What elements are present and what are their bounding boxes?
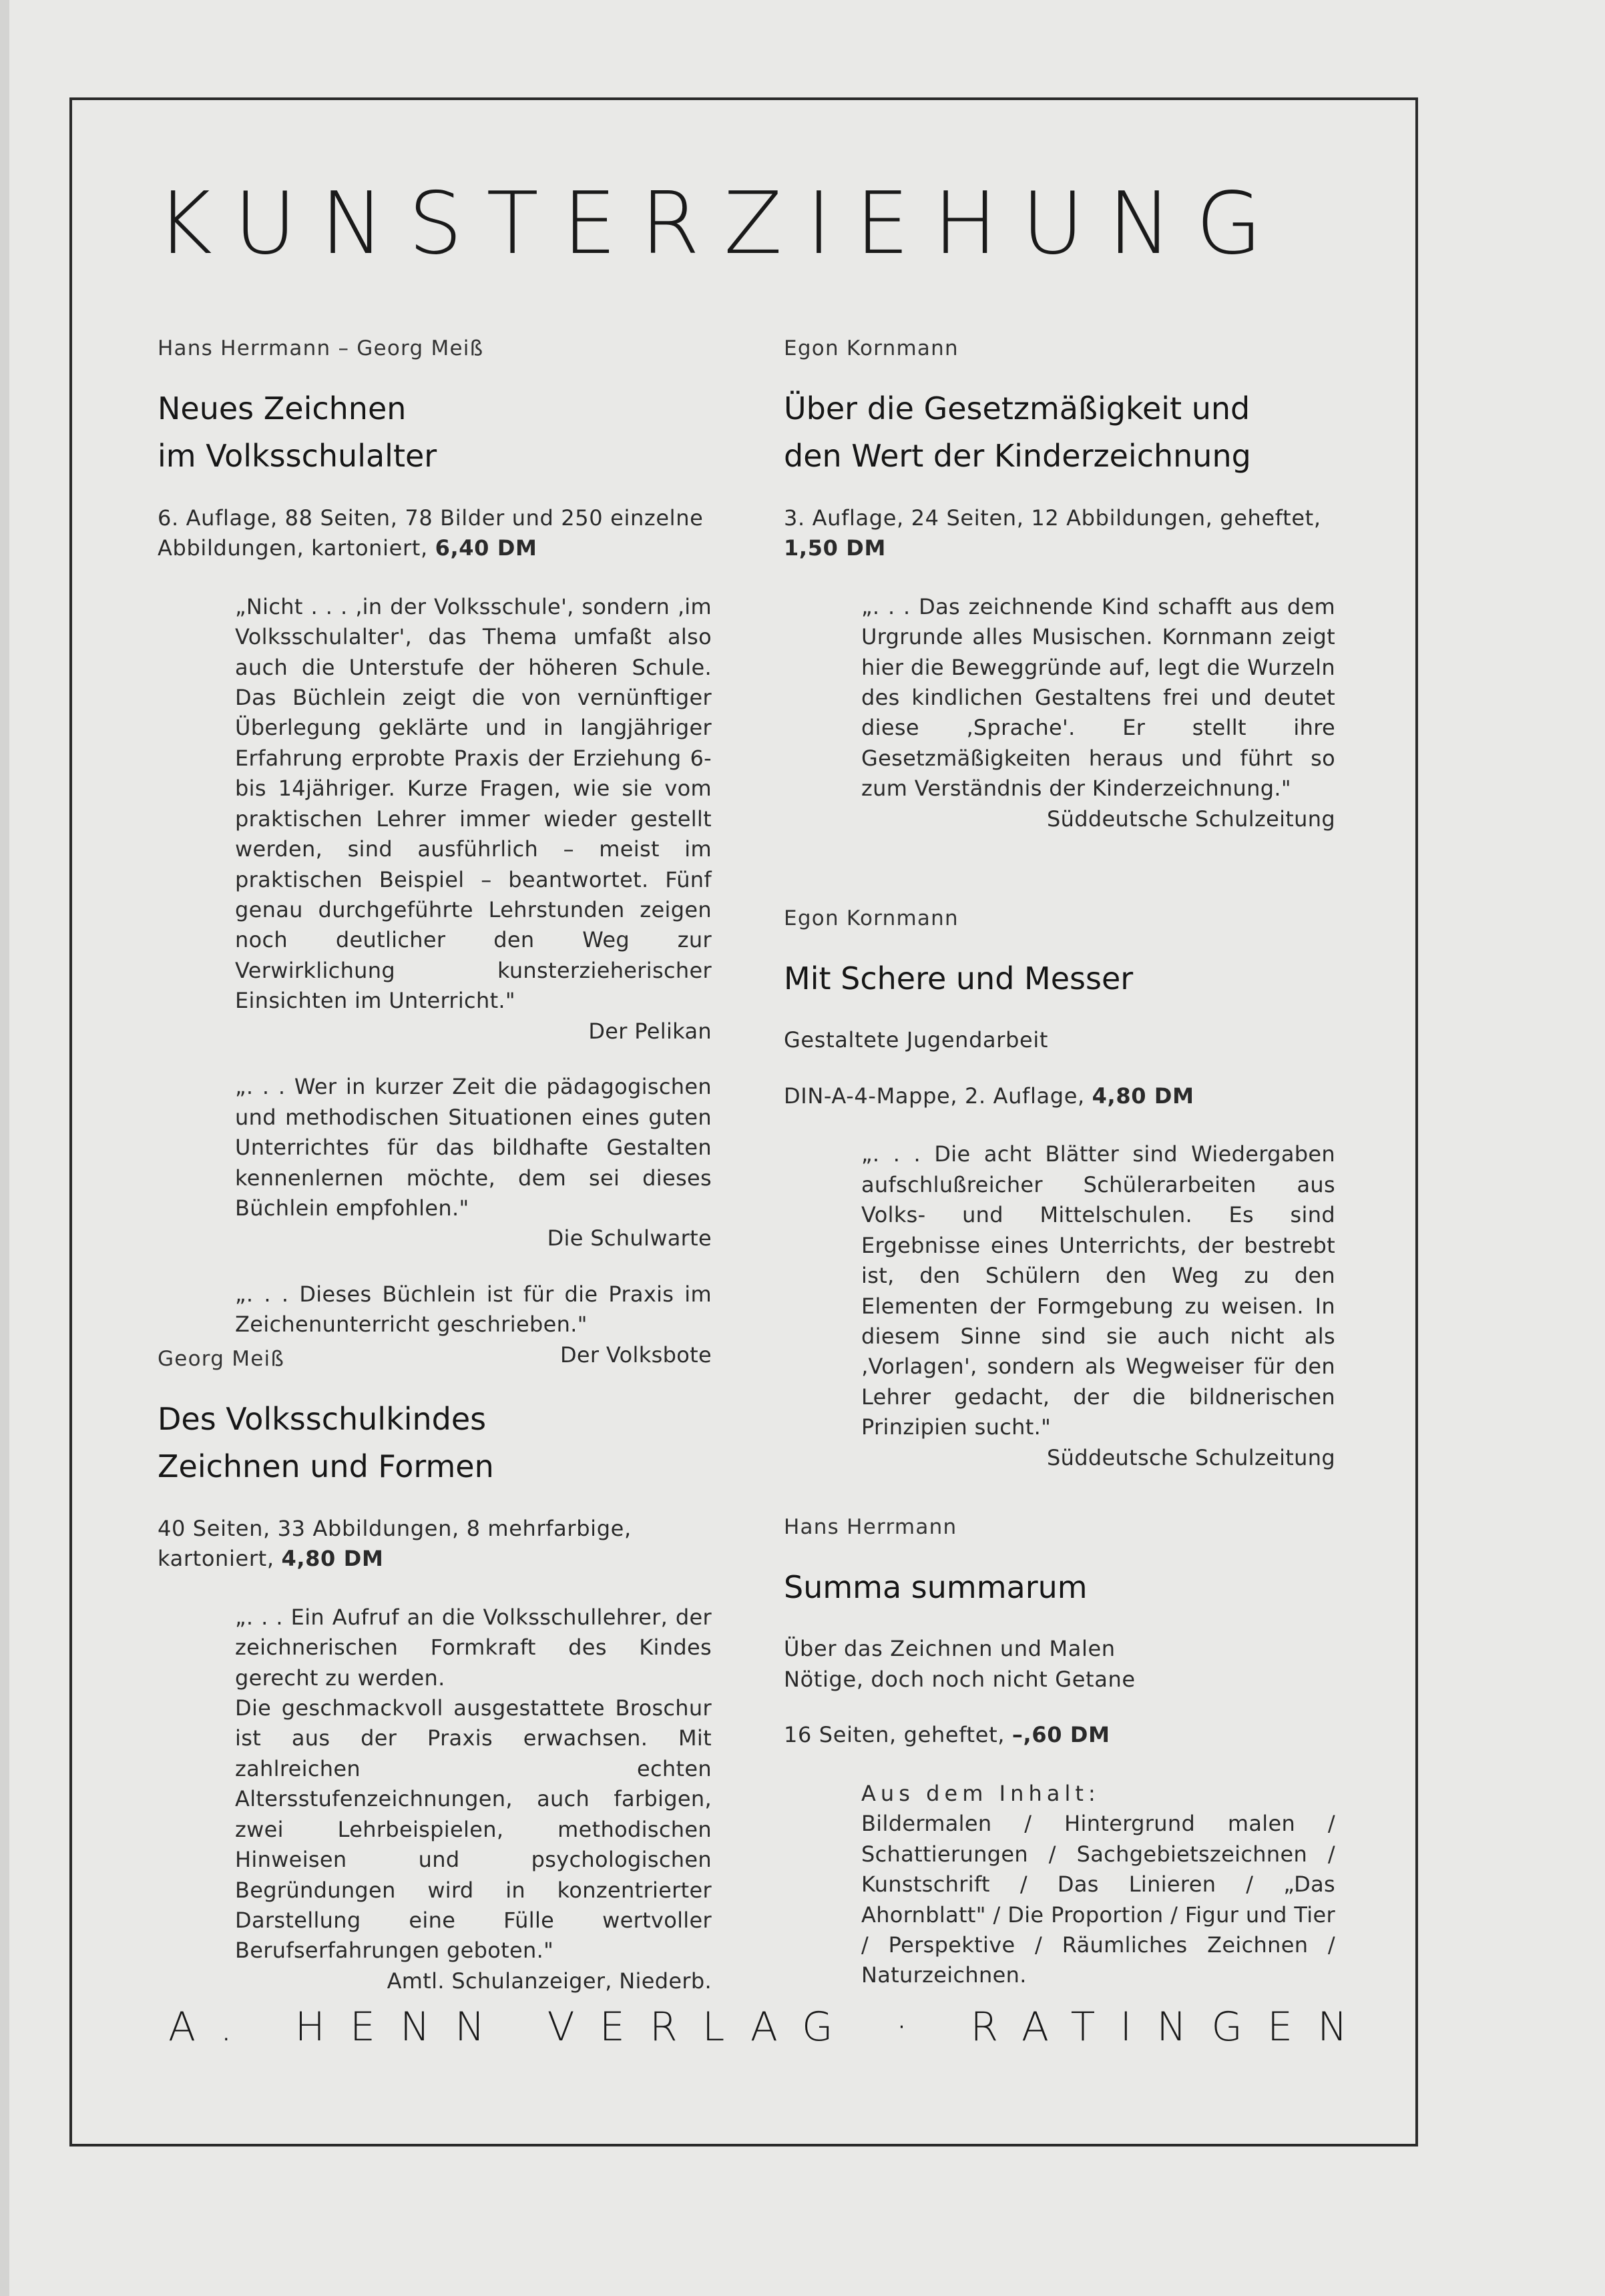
review-source: Der Pelikan	[588, 1018, 712, 1044]
review-source: Süddeutsche Schulzeitung	[1047, 1444, 1335, 1470]
book-price: 6,40 DM	[435, 535, 537, 561]
review-text: „. . . Ein Aufruf an die Volksschullehrer, der zeichnerischen Formkraft des Kindes gerecht zu werden.	[235, 1604, 712, 1691]
publisher-footer: A. HENN VERLAG · RATINGEN	[168, 2004, 1373, 2050]
contents-block	[861, 1779, 1335, 1991]
book-title	[158, 1396, 712, 1491]
book-author: Egon Kornmann	[784, 906, 959, 930]
book-meta	[158, 1514, 712, 1574]
book-subtitle-line: Über das Zeichnen und Malen	[784, 1636, 1116, 1662]
book-title-line: Über die Gesetzmäßigkeit und	[784, 390, 1250, 427]
contents-label: Aus dem Inhalt:	[861, 1780, 1100, 1806]
review-quote	[235, 1072, 712, 1254]
book-price: 4,80 DM	[281, 1546, 384, 1572]
book-author: Egon Kornmann	[784, 336, 959, 360]
page-edge	[0, 0, 9, 2296]
book-meta-text: 6. Auflage, 88 Seiten, 78 Bilder und 250 einzelne Abbildungen, kartoniert,	[158, 505, 704, 561]
review-quote	[861, 592, 1335, 835]
book-title-line: Des Volksschulkindes	[158, 1401, 487, 1438]
book-author: Georg Meiß	[158, 1347, 285, 1371]
page-title: KUNSTERZIEHUNG	[156, 174, 1287, 274]
review-source: Amtl. Schulanzeiger, Niederb.	[387, 1968, 712, 1994]
book-author: Hans Herrmann	[784, 1515, 957, 1539]
review-quote	[861, 1139, 1335, 1473]
book-author: Hans Herrmann – Georg Meiß	[158, 336, 484, 360]
book-title-line: Mit Schere und Messer	[784, 960, 1134, 997]
book-meta-text: DIN-A-4-Mappe, 2. Auflage,	[784, 1083, 1092, 1109]
book-title	[784, 385, 1335, 481]
review-text: Die geschmackvoll ausgestattete Broschur ist aus der Praxis erwachsen. Mit zahlreichen echten Altersstufenzeichnungen, auch farbigen, zwei Lehrbeispielen, methodischen Hinweisen und psychologischen Begründungen wird in konzentrierter Darstellung eine Fülle wertvoller Berufserfahrungen geboten."	[235, 1695, 712, 1964]
book-price: 4,80 DM	[1092, 1083, 1194, 1109]
book-title	[784, 955, 1335, 1002]
book-volksschulkindes	[158, 1347, 712, 2022]
book-summa-summarum	[784, 1515, 1335, 2016]
book-neues-zeichnen	[158, 336, 712, 1396]
book-subtitle-line: Nötige, doch noch nicht Getane	[784, 1666, 1136, 1692]
review-source: Der Volksbote	[559, 1342, 712, 1368]
book-title	[158, 385, 712, 481]
book-title-line: im Volksschulalter	[158, 438, 437, 475]
book-meta-text: 16 Seiten, geheftet,	[784, 1722, 1012, 1748]
review-quote	[235, 592, 712, 1047]
review-source: Süddeutsche Schulzeitung	[1047, 806, 1335, 832]
book-meta	[784, 1720, 1335, 1750]
review-text: „Nicht . . . ‚in der Volksschule', sondern ‚im Volksschulalter', das Thema umfaßt also auch die Unterstufe der höheren Schule. Das Büchlein zeigt die von vernünftiger Überlegung geklärte und in langjähriger Erfahrung erprobte Praxis der Erziehung 6- bis 14jähriger. Kurze Fragen, wie sie vom praktischen Lehrer immer wieder gestellt werden, sind ausführlich – meist im praktischen Beispiel – beantwortet. Fünf genau durchgeführte Lehrstunden zeigen noch deutlicher den Weg zur Verwirklichung kunsterzieherischer Einsichten im Unterricht."	[235, 593, 712, 1014]
review-quote	[235, 1603, 712, 1997]
review-text: „. . . Wer in kurzer Zeit die pädagogischen und methodischen Situationen eines guten Unterrichtes für das bildhafte Gestalten kennenlernen möchte, dem sei dieses Büchlein empfohlen."	[235, 1074, 712, 1221]
book-price: –,60 DM	[1011, 1722, 1110, 1748]
book-meta	[784, 1081, 1335, 1111]
book-meta-text: 40 Seiten, 33 Abbildungen, 8 mehrfarbige, kartoniert,	[158, 1515, 632, 1572]
book-title	[784, 1564, 1335, 1611]
book-price: 1,50 DM	[784, 535, 886, 561]
book-meta	[158, 503, 712, 564]
book-meta	[784, 503, 1335, 564]
review-source: Die Schulwarte	[547, 1225, 712, 1251]
book-subtitle	[784, 1634, 1335, 1695]
review-text: „. . . Das zeichnende Kind schafft aus dem Urgrunde alles Musischen. Kornmann zeigt hier die Beweggründe auf, legt die Wurzeln des kindlichen Gestaltens frei und deutet diese ‚Sprache'. Er stellt ihre Gesetzmäßigkeiten heraus und führt so zum Verständnis der Kinderzeichnung."	[861, 593, 1335, 802]
review-text: „. . . Die acht Blätter sind Wiedergaben aufschlußreicher Schülerarbeiten aus Volks- und Mittelschulen. Es sind Ergebnisse eines Unterrichts, der bestrebt ist, den Schülern den Weg zu den Elementen der Formgebung zu weisen. In diesem Sinne sind sie auch nicht als ‚Vorlagen', sondern als Wegweiser für den Lehrer gedacht, der die bildnerischen Prinzipien sucht."	[861, 1141, 1335, 1440]
contents-text: Bildermalen / Hintergrund malen / Schattierungen / Sachgebietszeichnen / Kunstschrift / Das Linieren / „Das Ahornblatt" / Die Proportion / Figur und Tier / Perspektive / Räumliches Zeichnen / Naturzeichnen.	[861, 1811, 1335, 1988]
book-meta-text: 3. Auflage, 24 Seiten, 12 Abbildungen, geheftet,	[784, 505, 1321, 531]
book-title-line: Neues Zeichnen	[158, 390, 407, 427]
review-text: „. . . Dieses Büchlein ist für die Praxis im Zeichenunterricht geschrieben."	[235, 1281, 712, 1338]
book-gesetzmaessigkeit	[784, 336, 1335, 860]
book-schere-messer	[784, 906, 1335, 1498]
book-title-line: Zeichnen und Formen	[158, 1448, 494, 1485]
book-subtitle: Gestaltete Jugendarbeit	[784, 1027, 1049, 1053]
book-title-line: den Wert der Kinderzeichnung	[784, 438, 1251, 475]
book-title-line: Summa summarum	[784, 1569, 1088, 1606]
